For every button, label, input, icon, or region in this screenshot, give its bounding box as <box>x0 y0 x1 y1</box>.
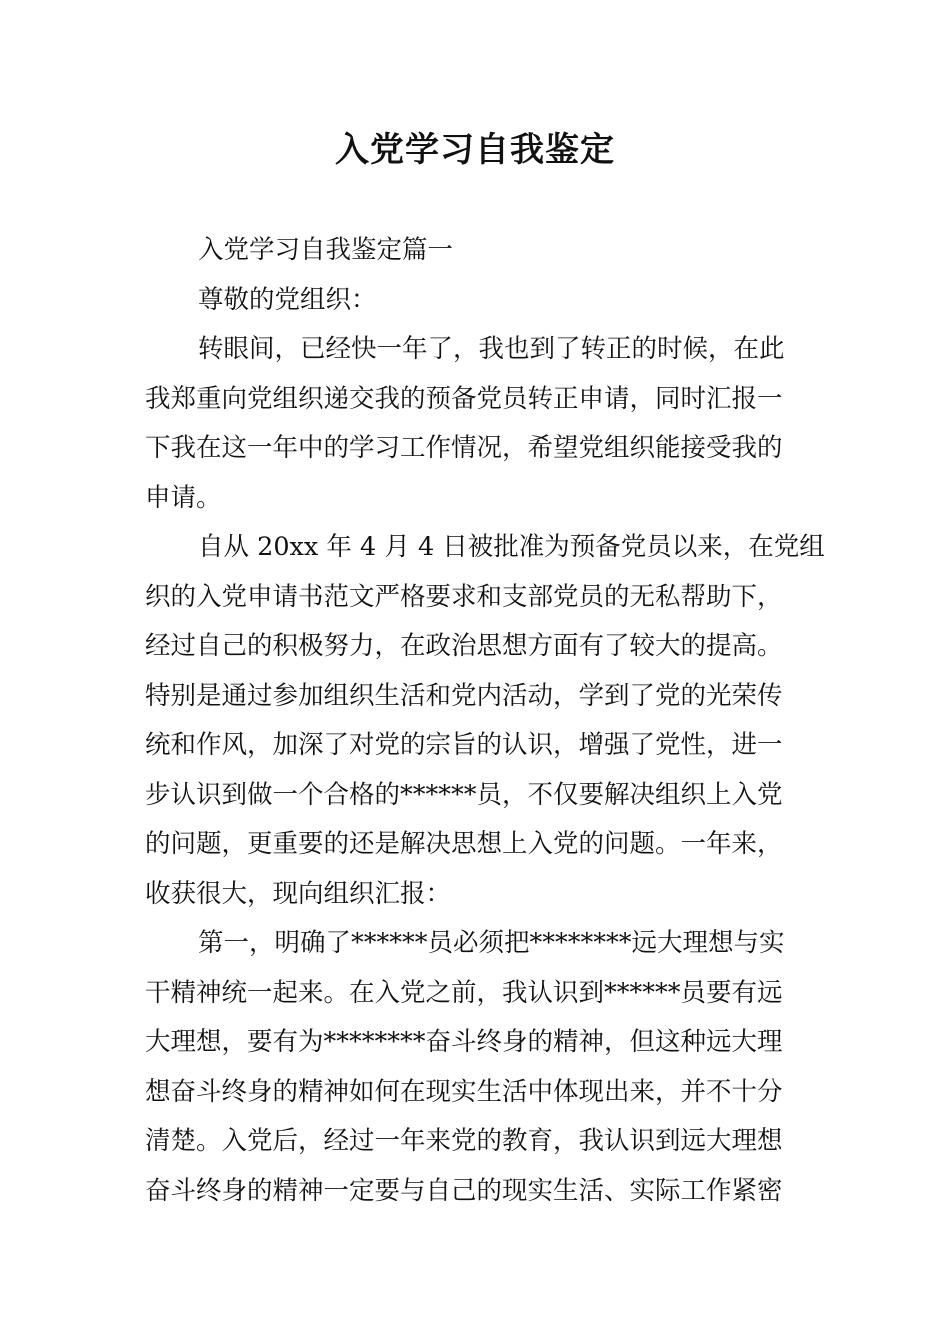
text-line: 入党学习自我鉴定篇一 <box>198 235 454 265</box>
text-line: 清楚。入党后，经过一年来党的教育，我认识到远大理想 <box>145 1126 783 1156</box>
text-line: 织的入党申请书范文严格要求和支部党员的无私帮助下， <box>145 581 783 612</box>
text-line: 干精神统一起来。在入党之前，我认识到******员要有远 <box>145 977 783 1008</box>
text-line: 的问题，更重要的还是解决思想上入党的问题。一年来， <box>145 829 783 859</box>
document-body <box>145 226 825 1216</box>
text-line: 第一，明确了******员必须把********远大理想与实 <box>198 928 785 958</box>
text-line: 大理想，要有为********奋斗终身的精神，但这种远大理 <box>145 1027 783 1057</box>
text-line: 申请。 <box>145 482 222 513</box>
text-line: 尊敬的党组织： <box>198 284 377 315</box>
text-line: 特别是通过参加组织生活和党内活动，学到了党的光荣传 <box>145 680 783 711</box>
text-line: 步认识到做一个合格的******员，不仅要解决组织上入党 <box>145 779 783 810</box>
text-line: 想奋斗终身的精神如何在现实生活中体现出来，并不十分 <box>145 1076 783 1107</box>
text-line: 奋斗终身的精神一定要与自己的现实生活、实际工作紧密 <box>145 1175 783 1206</box>
text-line: 经过自己的积极努力，在政治思想方面有了较大的提高。 <box>145 631 783 661</box>
text-line: 下我在这一年中的学习工作情况，希望党组织能接受我的 <box>145 433 783 463</box>
text-line: 统和作风，加深了对党的宗旨的认识，增强了党性，进一 <box>145 730 783 760</box>
document-title: 入党学习自我鉴定 <box>335 130 615 170</box>
text-line: 收获很大，现向组织汇报： <box>145 878 452 909</box>
text-line: 转眼间，已经快一年了，我也到了转正的时候，在此 <box>198 334 785 364</box>
text-line: 我郑重向党组织递交我的预备党员转正申请，同时汇报一 <box>145 383 783 414</box>
text-line: 自从 20xx 年 4 月 4 日被批准为预备党员以来，在党组 <box>198 532 825 562</box>
